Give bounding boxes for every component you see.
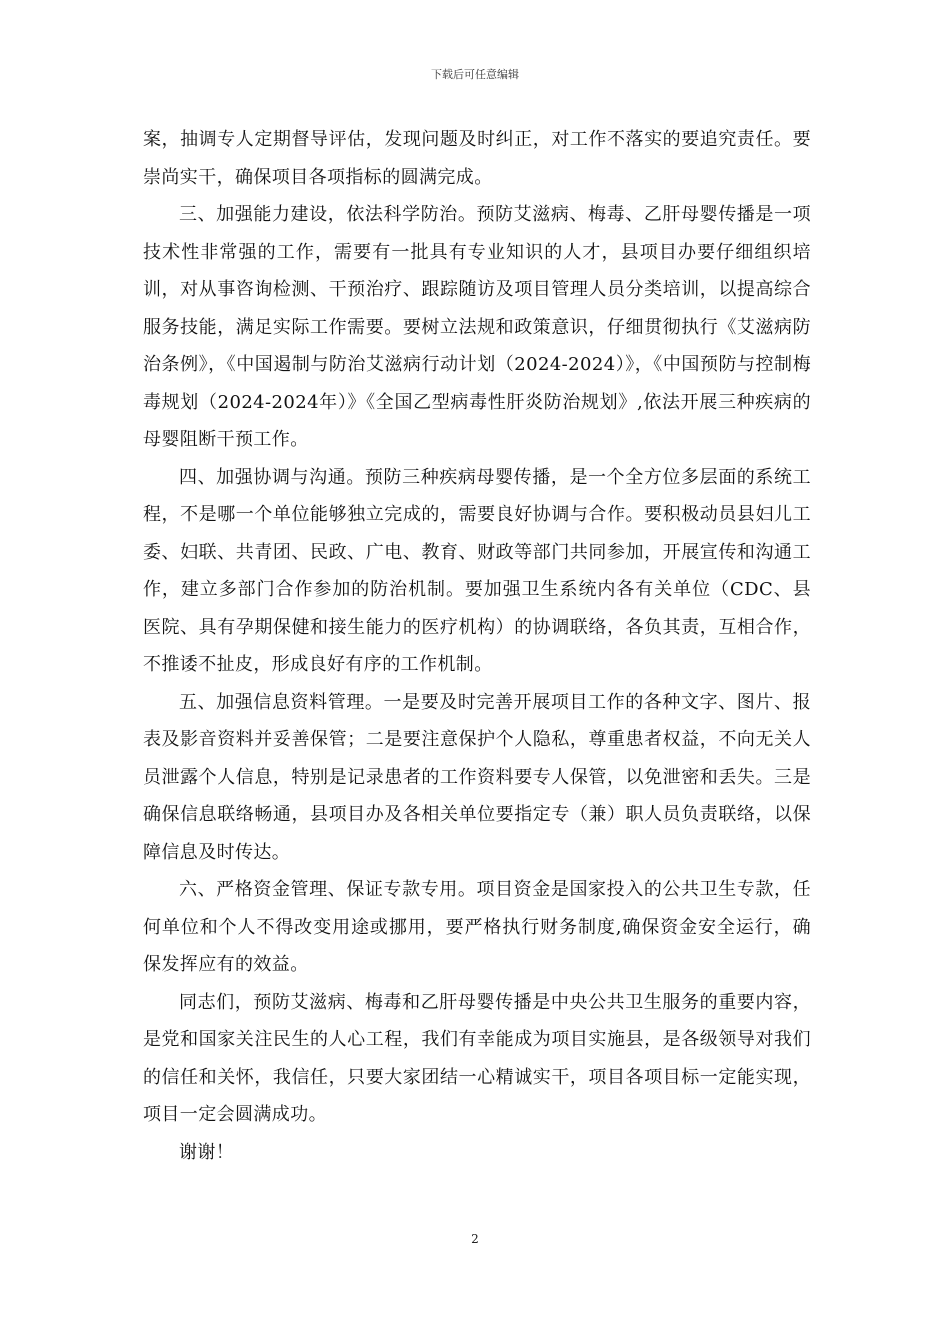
paragraph-continuation: 案，抽调专人定期督导评估，发现问题及时纠正，对工作不落实的要追究责任。要崇尚实干，确保项目各项指标的圆满完成。 bbox=[143, 129, 811, 188]
paragraph-coordination: 四、加强协调与沟通。预防三种疾病母婴传播，是一个全方位多层面的系统工程，不是哪一个单位能够独立完成的，需要良好协调与合作。要积极动员县妇儿工委、妇联、共青团、民政、广电、教育、财政等部门共同参加，开展宣传和沟通工作，建立多部门合作参加的防治机制。要加强卫生系统内各有关单位（CDC、县医院、具有孕期保健和接生能力的医疗机构）的协调联络，各负其责，互相合作，不推诿不扯皮，形成良好有序的工作机制。 bbox=[143, 466, 811, 675]
paragraph-closing: 同志们，预防艾滋病、梅毒和乙肝母婴传播是中央公共卫生服务的重要内容，是党和国家关注民生的人心工程，我们有幸能成为项目实施县，是各级领导对我们的信任和关怀，我信任，只要大家团结一心精诚实干，项目各项目标一定能实现，项目一定会圆满成功。 bbox=[143, 991, 811, 1125]
paragraph-fund-management: 六、严格资金管理、保证专款专用。项目资金是国家投入的公共卫生专款，任何单位和个人不得改变用途或挪用，要严格执行财务制度,确保资金安全运行，确保发挥应有的效益。 bbox=[143, 879, 811, 975]
paragraph-information-management: 五、加强信息资料管理。一是要及时完善开展项目工作的各种文字、图片、报表及影音资料并妥善保管；二是要注意保护个人隐私，尊重患者权益，不向无关人员泄露个人信息，特别是记录患者的工作资料要专人保管，以免泄密和丢失。三是确保信息联络畅通，县项目办及各相关单位要指定专（兼）职人员负责联络，以保障信息及时传达。 bbox=[143, 691, 811, 863]
paragraph-capacity-building: 三、加强能力建设，依法科学防治。预防艾滋病、梅毒、乙肝母婴传播是一项技术性非常强的工作，需要有一批具有专业知识的人才，县项目办要仔细组织培训，对从事咨询检测、干预治疗、跟踪随访及项目管理人员分类培训，以提高综合服务技能，满足实际工作需要。要树立法规和政策意识，仔细贯彻执行《艾滋病防治条例》，《中国遏制与防治艾滋病行动计划（2024-2024）》，《中国预防与控制梅毒规划（2024-2024年）》《全国乙型病毒性肝炎防治规划》,依法开展三种疾病的母婴阻断干预工作。 bbox=[143, 204, 811, 450]
document-body bbox=[143, 121, 811, 1171]
page-header: 下载后可任意编辑 bbox=[431, 68, 519, 81]
paragraph-thanks: 谢谢！ bbox=[179, 1141, 235, 1163]
page-number: 2 bbox=[471, 1232, 479, 1246]
